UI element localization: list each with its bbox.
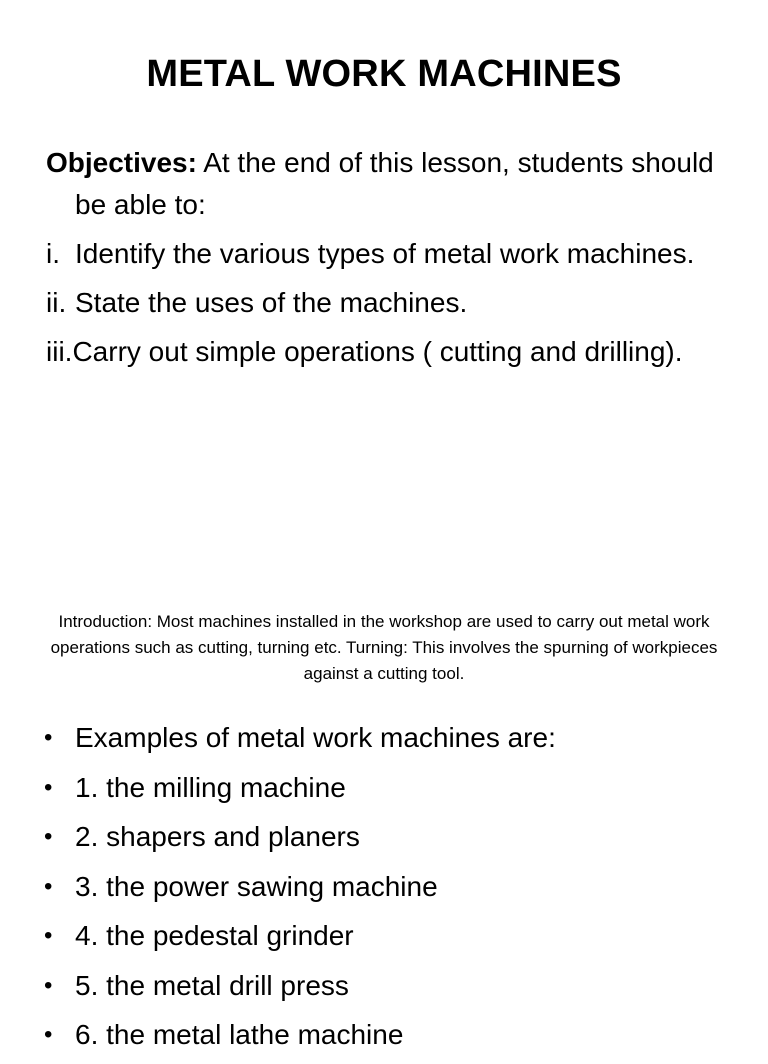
introduction-paragraph: Introduction: Most machines installed in the workshop are used to carry out metal work operations such as cutting, turning etc. Turning: This involves the spurning of workpieces against a cutting tool. <box>50 612 718 683</box>
objectives-intro <box>46 142 736 226</box>
objective-item <box>46 331 736 373</box>
objective-number: iii. <box>46 336 73 367</box>
objectives-heading: Objectives: <box>46 147 197 178</box>
list-item-text: 2. shapers and planers <box>75 821 360 852</box>
list-item <box>44 965 744 1007</box>
list-item <box>44 866 744 908</box>
objective-item <box>46 233 736 275</box>
list-item <box>44 767 744 809</box>
list-item <box>44 717 744 759</box>
bullet-icon: • <box>44 922 53 949</box>
bullet-icon: • <box>44 724 53 751</box>
list-item-text: 1. the milling machine <box>75 771 346 803</box>
objective-number: i. <box>46 238 60 269</box>
objective-number: ii. <box>46 287 67 318</box>
list-item-text: 3. the power sawing machine <box>75 870 438 902</box>
bullet-icon: • <box>44 823 53 850</box>
objective-text: State the uses of the machines. <box>75 287 468 318</box>
objective-text: Identify the various types of metal work machines. <box>75 238 695 269</box>
objectives-section <box>46 142 736 380</box>
bullet-icon: • <box>44 971 53 999</box>
objective-text: Carry out simple operations ( cutting and drilling). <box>72 336 683 367</box>
list-item <box>44 1014 744 1056</box>
bullet-icon: • <box>44 872 53 900</box>
list-item-text: Examples of metal work machines are: <box>75 722 556 753</box>
bullet-icon: • <box>44 1021 53 1048</box>
bullet-icon: • <box>44 773 53 801</box>
list-item-text: 5. the metal drill press <box>75 969 349 1001</box>
list-item <box>44 816 744 858</box>
objective-item <box>46 282 736 324</box>
page-title: METAL WORK MACHINES <box>146 53 622 95</box>
objectives-intro-text: At the end of this lesson, students should be able to: <box>75 147 714 220</box>
examples-list <box>44 717 744 1064</box>
list-item <box>44 915 744 957</box>
list-item-text: 6. the metal lathe machine <box>75 1019 404 1050</box>
list-item-text: 4. the pedestal grinder <box>75 920 354 951</box>
